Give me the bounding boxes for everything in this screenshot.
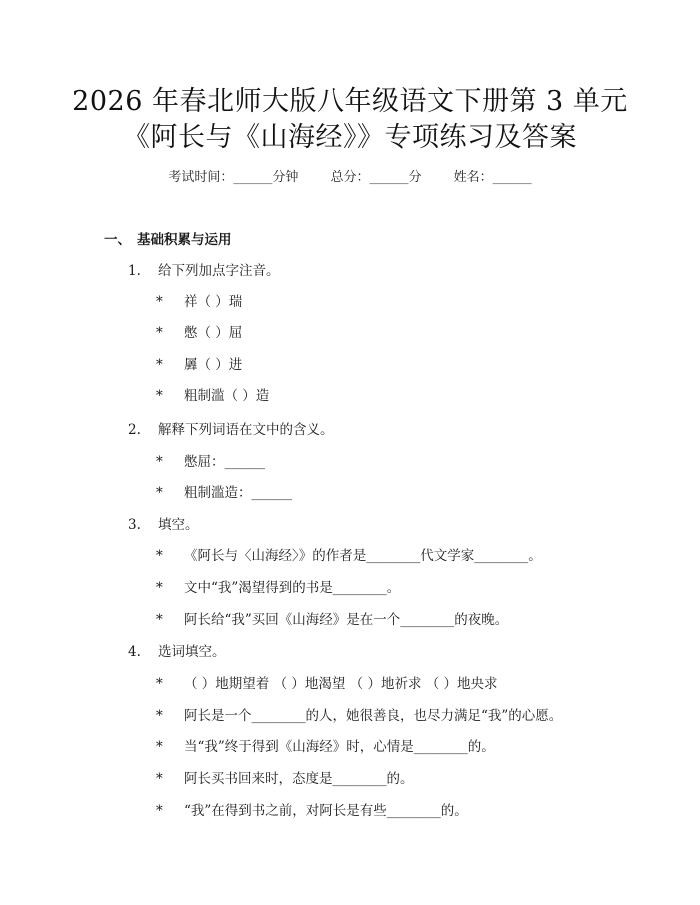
- item-text: 《阿长与〈山海经〉》的作者是________代文学家________。: [184, 548, 542, 564]
- student-name-field: 姓名：______: [453, 170, 532, 185]
- list-item: [156, 801, 468, 821]
- total-score-field: 总分：______分: [330, 170, 422, 185]
- bullet: *: [156, 708, 163, 724]
- question-3: [128, 515, 199, 535]
- question-text: 给下列加点字注音。: [158, 263, 280, 279]
- bullet: *: [156, 388, 163, 404]
- document-title-line-2: 《阿长与《山海经》》专项练习及答案: [123, 122, 577, 153]
- bullet: *: [156, 454, 163, 470]
- bullet: *: [156, 357, 163, 373]
- section-heading: [104, 230, 232, 250]
- item-text: 粗制滥（ ）造: [184, 388, 270, 404]
- bullet: *: [156, 803, 163, 819]
- list-item: [156, 323, 242, 343]
- question-2: [128, 420, 334, 440]
- bullet: *: [156, 294, 163, 310]
- list-item: [156, 737, 495, 757]
- bullet: *: [156, 739, 163, 755]
- bullet: *: [156, 612, 163, 628]
- list-item: [156, 674, 498, 694]
- list-item: [156, 452, 265, 472]
- question-number: 3.: [128, 517, 141, 533]
- item-text: （ ）地期望着 （ ）地渴望 （ ）地祈求 （ ）地央求: [184, 676, 498, 692]
- item-text: 羼（ ）进: [184, 357, 243, 373]
- question-number: 4.: [128, 644, 141, 660]
- list-item: [156, 386, 269, 406]
- list-item: [156, 546, 542, 566]
- question-number: 1.: [128, 263, 141, 279]
- bullet: *: [156, 485, 163, 501]
- bullet: *: [156, 771, 163, 787]
- question-text: 解释下列词语在文中的含义。: [158, 422, 334, 438]
- list-item: [156, 769, 414, 789]
- item-text: 阿长买书回来时，态度是________的。: [184, 771, 414, 787]
- item-text: 阿长是一个________的人，她很善良，也尽力满足“我”的心愿。: [184, 708, 563, 724]
- bullet: *: [156, 676, 163, 692]
- item-text: 憋（ ）屈: [184, 325, 243, 341]
- section-title: 基础积累与运用: [137, 232, 232, 248]
- question-text: 填空。: [158, 517, 199, 533]
- item-text: 当“我”终于得到《山海经》时，心情是________的。: [184, 739, 495, 755]
- question-text: 选词填空。: [158, 644, 226, 660]
- item-text: 憋屈：______: [184, 454, 265, 470]
- list-item: [156, 578, 400, 598]
- item-text: 粗制滥造：______: [184, 485, 292, 501]
- list-item: [156, 483, 292, 503]
- list-item: [156, 610, 508, 630]
- exam-info: [0, 168, 700, 188]
- item-text: 祥（ ）瑞: [184, 294, 243, 310]
- item-text: “我”在得到书之前，对阿长是有些________的。: [184, 803, 468, 819]
- question-4: [128, 642, 226, 662]
- list-item: [156, 706, 562, 726]
- list-item: [156, 355, 242, 375]
- document-title-line-1: 2026 年春北师大版八年级语文下册第 3 单元: [72, 86, 628, 117]
- question-1: [128, 261, 280, 281]
- exam-time-field: 考试时间：______分钟: [168, 170, 299, 185]
- section-number: 一、: [104, 232, 131, 248]
- bullet: *: [156, 325, 163, 341]
- question-number: 2.: [128, 422, 141, 438]
- bullet: *: [156, 580, 163, 596]
- bullet: *: [156, 548, 163, 564]
- list-item: [156, 292, 242, 312]
- item-text: 文中“我”渴望得到的书是________。: [184, 580, 401, 596]
- item-text: 阿长给“我”买回《山海经》是在一个________的夜晚。: [184, 612, 509, 628]
